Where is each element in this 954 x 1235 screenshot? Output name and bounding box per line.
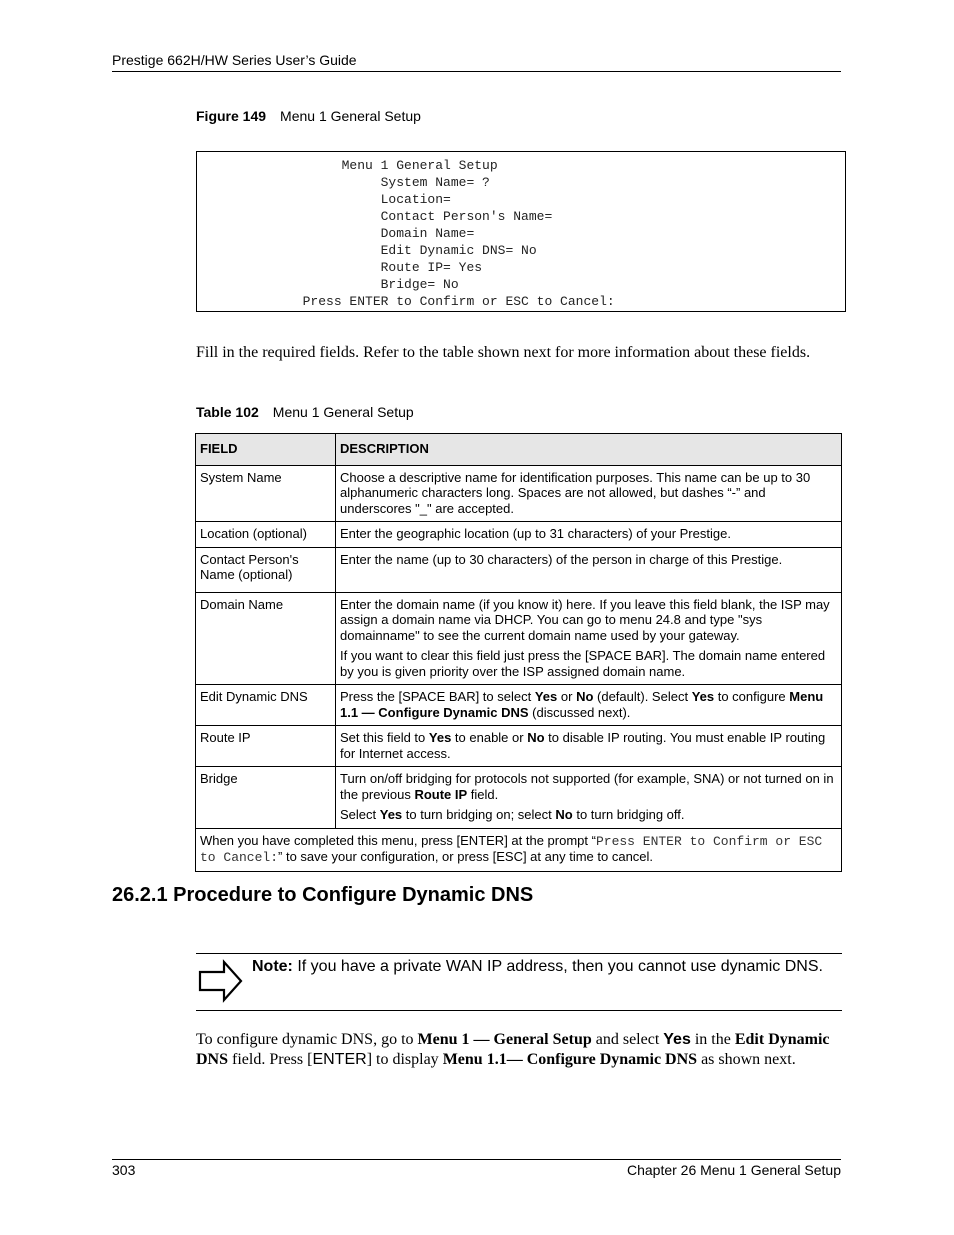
text-run: and select <box>591 1031 664 1048</box>
description-paragraph: Enter the domain name (if you know it) here. If you leave this field blank, the ISP may assign a domain name via DHCP. You can go to menu 24.8 and type "sys domainname" to see the current domain name used by your gateway. <box>340 596 830 643</box>
note-text <box>252 957 840 977</box>
bold-term: Menu 1.1 — Configure Dynamic DNS <box>340 689 824 720</box>
bold-term: No <box>527 730 545 745</box>
text-run: or <box>557 689 577 704</box>
text-run: to turn bridging off. <box>572 807 685 822</box>
header-divider <box>112 71 841 72</box>
text-run: ] to display <box>366 1051 443 1068</box>
table-row <box>196 767 842 829</box>
running-header: Prestige 662H/HW Series User’s Guide <box>112 52 357 68</box>
field-description <box>336 767 842 829</box>
table-row <box>196 547 842 592</box>
table-row <box>196 685 842 726</box>
text-run: to configure <box>714 689 790 704</box>
bold-term: Yes <box>663 1031 691 1048</box>
prompt-text: Press ENTER to Confirm or ESC to Cancel: <box>200 833 823 865</box>
text-run: field. Press [ <box>228 1051 313 1068</box>
table-row <box>196 592 842 685</box>
terminal-line: System Name= ? <box>209 175 490 190</box>
text-run: Turn on/off bridging for protocols not supported (for example, SNA) or not turned on in the previous <box>340 771 834 802</box>
chapter-title: Chapter 26 Menu 1 General Setup <box>626 1162 841 1178</box>
column-header-description: DESCRIPTION <box>336 434 842 466</box>
bold-term: Yes <box>379 807 403 822</box>
text-run: to turn bridging on; select <box>402 807 556 822</box>
table-row <box>196 726 842 767</box>
table-caption <box>196 404 414 420</box>
field-description: Choose a descriptive name for identification purposes. This name can be up to 30 alphanumeric characters long. Spaces are not allowed, but dashes “-” and underscores "_" are accepted. <box>336 465 842 522</box>
column-header-field: FIELD <box>196 434 336 466</box>
arrow-right-icon <box>198 958 244 1004</box>
terminal-line: Route IP= Yes <box>209 260 483 275</box>
note-label: Note: <box>252 958 293 975</box>
field-description <box>336 726 842 767</box>
text-run: as shown next. <box>697 1051 796 1068</box>
intro-paragraph: Fill in the required fields. Refer to the table shown next for more information about these fields. <box>196 344 811 361</box>
section-heading: 26.2.1 Procedure to Configure Dynamic DNS <box>112 884 534 906</box>
field-description: Enter the name (up to 30 characters) of the person in charge of this Prestige. <box>336 547 842 592</box>
note-body: If you have a private WAN IP address, then you cannot use dynamic DNS. <box>292 958 823 975</box>
terminal-line: Bridge= No <box>209 277 459 292</box>
terminal-line: Contact Person's Name= <box>209 209 553 224</box>
field-description: Enter the geographic location (up to 31 characters) of your Prestige. <box>336 522 842 548</box>
bold-term: Yes <box>534 689 558 704</box>
figure-caption <box>196 108 421 124</box>
field-name: Route IP <box>196 726 336 767</box>
bold-term: Route IP <box>414 786 468 802</box>
text-run: (default). Select <box>593 689 692 704</box>
description-paragraph <box>340 771 837 802</box>
bold-term: No <box>555 807 573 822</box>
table-row <box>196 522 842 548</box>
text-run: To configure dynamic DNS, go to <box>196 1031 418 1048</box>
text-run: Select <box>340 807 380 822</box>
terminal-line: Edit Dynamic DNS= No <box>209 243 537 258</box>
text-run: to enable or <box>451 730 528 745</box>
note-top-rule <box>196 953 842 954</box>
text-run: When you have completed this menu, press [ENTER] at the prompt “ <box>200 832 596 848</box>
description-paragraph <box>340 807 837 823</box>
text-run: to disable IP routing. You must enable IP routing for Internet access. <box>340 730 826 761</box>
table-header-row <box>196 434 842 466</box>
field-name: System Name <box>196 465 336 522</box>
table-title: Menu 1 General Setup <box>272 404 414 420</box>
table-footer-note <box>196 828 842 871</box>
terminal-line: Menu 1 General Setup <box>209 158 498 173</box>
bold-term: Menu 1 — General Setup <box>417 1031 592 1048</box>
field-description-table <box>195 433 842 872</box>
text-run: Set this field to <box>340 730 429 745</box>
page-number: 303 <box>112 1162 136 1178</box>
field-name: Contact Person's Name (optional) <box>196 547 336 592</box>
key-name: ENTER <box>312 1051 367 1068</box>
text-run: ” to save your configuration, or press [ESC] at any time to cancel. <box>278 849 654 864</box>
field-name: Domain Name <box>196 592 336 685</box>
bold-term: Edit Dynamic DNS <box>196 1031 830 1068</box>
terminal-line: Location= <box>209 192 451 207</box>
bold-term: Menu 1.1— Configure Dynamic DNS <box>442 1051 698 1068</box>
bold-term: Yes <box>691 689 715 704</box>
text-run: field. <box>467 786 499 802</box>
field-name: Bridge <box>196 767 336 829</box>
table-row <box>196 465 842 522</box>
terminal-line: Press ENTER to Confirm or ESC to Cancel: <box>209 294 615 309</box>
field-description <box>336 685 842 726</box>
table-label: Table 102 <box>196 404 259 420</box>
table-footer-row <box>196 828 842 871</box>
figure-title: Menu 1 General Setup <box>280 108 421 124</box>
footer-divider <box>112 1159 841 1160</box>
field-name: Location (optional) <box>196 522 336 548</box>
text-run: in the <box>690 1031 735 1048</box>
text-run: (discussed next). <box>528 704 631 720</box>
bold-term: Yes <box>428 730 452 745</box>
note-bottom-rule <box>196 1010 842 1011</box>
terminal-line: Domain Name= <box>209 226 475 241</box>
description-paragraph: If you want to clear this field just press the [SPACE BAR]. The domain name entered by you is given priority over the ISP assigned domain name. <box>340 648 826 679</box>
field-description <box>336 592 842 685</box>
figure-label: Figure 149 <box>196 108 267 124</box>
field-name: Edit Dynamic DNS <box>196 685 336 726</box>
body-paragraph <box>196 1030 836 1070</box>
text-run: Press the [SPACE BAR] to select <box>340 689 535 704</box>
terminal-screen <box>196 151 846 312</box>
bold-term: No <box>576 689 594 704</box>
